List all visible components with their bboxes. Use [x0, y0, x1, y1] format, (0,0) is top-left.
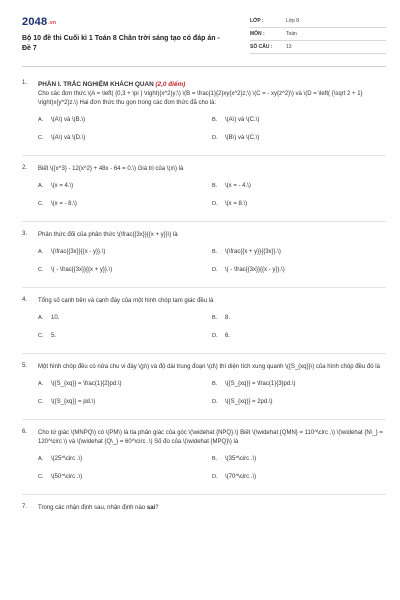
site-logo[interactable] [22, 16, 56, 28]
option-label: B. [212, 249, 218, 255]
page-header [22, 14, 386, 62]
option-label: B. [212, 315, 218, 321]
option-label: B. [212, 381, 218, 387]
answer-option-d[interactable] [212, 474, 386, 492]
answer-option-b[interactable] [212, 183, 386, 201]
option-label: C. [38, 135, 44, 141]
answer-options [38, 117, 386, 153]
option-label: B. [212, 117, 218, 123]
question-divider [22, 155, 386, 156]
answer-option-d[interactable] [212, 135, 386, 153]
info-key: LỚP : [250, 18, 264, 24]
option-label: D. [212, 267, 218, 273]
logo-text: 2048 [22, 16, 48, 28]
question-divider [22, 353, 386, 354]
answer-options [38, 249, 386, 285]
question-number: 2. [22, 165, 28, 171]
section-note: (2,0 điểm) [155, 81, 186, 88]
option-label: D. [212, 201, 218, 207]
logo-suffix: .vn [48, 20, 57, 26]
option-text: 8. [225, 315, 231, 321]
question-number: 6. [22, 429, 28, 435]
option-text: \( - \frac{{3x}}{{x - y}}.\) [225, 267, 285, 273]
question-divider [22, 287, 386, 288]
option-text: \(50^\circ .\) [51, 474, 83, 480]
question-number: 1. [22, 80, 28, 86]
question-stem [38, 80, 386, 108]
question-text: Biết \({x^3} - 12{x^2} + 48x - 64 = 0.\) Giá trị của \(x\) là [38, 166, 184, 172]
option-label: A. [38, 381, 44, 387]
option-text: \(70^\circ .\) [225, 474, 257, 480]
answer-options [38, 456, 386, 492]
answer-option-b[interactable] [212, 315, 386, 333]
option-text: \({S_{xq}} = \frac{1}{3}pd.\) [225, 381, 296, 387]
answer-option-a[interactable] [38, 117, 212, 135]
question-number: 7. [22, 504, 28, 510]
option-label: D. [212, 333, 218, 339]
answer-option-a[interactable] [38, 315, 212, 333]
answer-option-b[interactable] [212, 381, 386, 399]
question-stem-end: ? [155, 505, 159, 511]
answer-option-c[interactable] [38, 201, 212, 219]
option-text: \(A\) và \(D.\) [51, 135, 86, 141]
answer-options [38, 381, 386, 417]
option-label: A. [38, 249, 44, 255]
option-text: \(x = - 4.\) [225, 183, 251, 189]
option-text: \(x = 8.\) [225, 201, 248, 207]
info-key: SỐ CÂU : [250, 44, 273, 50]
question-text: Tổng số cạnh bên và cạnh đáy của một hình chóp tam giác đều là [38, 298, 214, 304]
option-text: \({S_{xq}} = 2pd.\) [225, 399, 273, 405]
option-text: \(\frac{{x + y}}{{3x}}.\) [225, 249, 281, 255]
option-text: \(35^\circ .\) [225, 456, 257, 462]
question-item [22, 363, 386, 420]
option-label: D. [212, 399, 218, 405]
answer-option-c[interactable] [38, 474, 212, 492]
question-list [22, 80, 386, 520]
question-item [22, 165, 386, 222]
option-label: C. [38, 333, 44, 339]
question-text: Cho các đơn thức \(A = \left( {0,3 + \pi } \right){x^2}y;\) \(B = \frac{1}{2}xy{x^2}z;\) \(C = - xy{z^2}\) và \(D = \left( {\sqrt 2 + 1} \right)x{y^2}z.\) Hai đơn thức thu gọn trong các đơn thức đã cho là: [38, 91, 363, 106]
answer-option-b[interactable] [212, 249, 386, 267]
option-text: 10. [51, 315, 60, 321]
answer-option-c[interactable] [38, 135, 212, 153]
question-item [22, 297, 386, 354]
answer-option-a[interactable] [38, 381, 212, 399]
option-text: \(B\) và \(C.\) [225, 135, 260, 141]
option-label: A. [38, 117, 44, 123]
info-row-question-count [250, 41, 386, 54]
question-number: 4. [22, 297, 28, 303]
question-divider [22, 221, 386, 222]
answer-option-b[interactable] [212, 456, 386, 474]
option-label: D. [212, 135, 218, 141]
question-divider [22, 494, 386, 495]
option-label: B. [212, 456, 218, 462]
answer-options [38, 315, 386, 351]
info-value: 13 [286, 44, 292, 50]
answer-option-d[interactable] [212, 201, 386, 219]
option-label: C. [38, 201, 44, 207]
option-text: 6. [225, 333, 231, 339]
option-text: \({S_{xq}} = pd.\) [51, 399, 96, 405]
answer-option-a[interactable] [38, 456, 212, 474]
option-label: C. [38, 399, 44, 405]
question-item [22, 504, 386, 513]
answer-option-c[interactable] [38, 399, 212, 417]
answer-option-c[interactable] [38, 267, 212, 285]
option-label: C. [38, 267, 44, 273]
question-divider [22, 419, 386, 420]
option-text: \( - \frac{{3x}}{{x + y}}.\) [51, 267, 113, 273]
option-text: \(x = 4.\) [51, 183, 74, 189]
option-label: B. [212, 183, 218, 189]
exam-info-panel [250, 15, 386, 54]
question-item [22, 80, 386, 156]
answer-option-c[interactable] [38, 333, 212, 351]
answer-option-d[interactable] [212, 399, 386, 417]
header-divider [22, 66, 386, 67]
question-item [22, 429, 386, 495]
question-text: Phân thức đối của phân thức \(\frac{{3x}}{{x + y}}\) là [38, 232, 178, 238]
option-label: D. [212, 474, 218, 480]
info-key: MÔN : [250, 31, 265, 37]
option-text: \(A\) và \(C.\) [225, 117, 260, 123]
question-text: Cho tứ giác \(MNPQ\) có \(PM\) là tia phân giác của góc \(\widehat {NPQ}.\) Biết \(\widehat {QMN} = 110^\circ ,\) \(\widehat {N\_} = 120^\circ \) và \(\widehat {Q\_} = 60^\circ .\) Số đo của \(\widehat {MPQ}\) là [38, 430, 383, 445]
question-number: 5. [22, 363, 28, 369]
answer-options [38, 183, 386, 219]
info-row-subject [250, 28, 386, 41]
option-label: A. [38, 183, 44, 189]
question-text [38, 504, 386, 513]
question-emphasis: sai [146, 505, 156, 511]
section-heading: PHẦN I. TRẮC NGHIỆM KHÁCH QUAN [38, 81, 154, 88]
question-number: 3. [22, 231, 28, 237]
answer-option-b[interactable] [212, 117, 386, 135]
option-text: \(A\) và \(B.\) [51, 117, 86, 123]
info-row-grade [250, 15, 386, 28]
info-value: Lớp 8 [286, 18, 300, 24]
exam-title: Bộ 10 đề thi Cuối kì 1 Toán 8 Chân trời sáng tạo có đáp án - Đề 7 [22, 35, 220, 52]
option-text: \(25^\circ .\) [51, 456, 83, 462]
question-text: Một hình chóp đều có nửa chu vi đáy \(p\) và độ dài trung đoạn \(d\) thì diện tích xung quanh \({S_{xq}}\) của hình chóp đều đó là [38, 364, 380, 370]
answer-option-a[interactable] [38, 183, 212, 201]
question-item [22, 231, 386, 288]
option-label: A. [38, 456, 44, 462]
option-label: A. [38, 315, 44, 321]
question-stem-text: Trong các nhận định sau, nhận định nào [38, 505, 146, 511]
info-value: Toán [286, 31, 297, 37]
option-text: 5. [51, 333, 57, 339]
option-text: \({S_{xq}} = \frac{1}{2}pd.\) [51, 381, 122, 387]
option-label: C. [38, 474, 44, 480]
answer-option-d[interactable] [212, 267, 386, 285]
answer-option-a[interactable] [38, 249, 212, 267]
answer-option-d[interactable] [212, 333, 386, 351]
option-text: \(x = - 8.\) [51, 201, 77, 207]
option-text: \(\frac{{3x}}{{x - y}}.\) [51, 249, 106, 255]
